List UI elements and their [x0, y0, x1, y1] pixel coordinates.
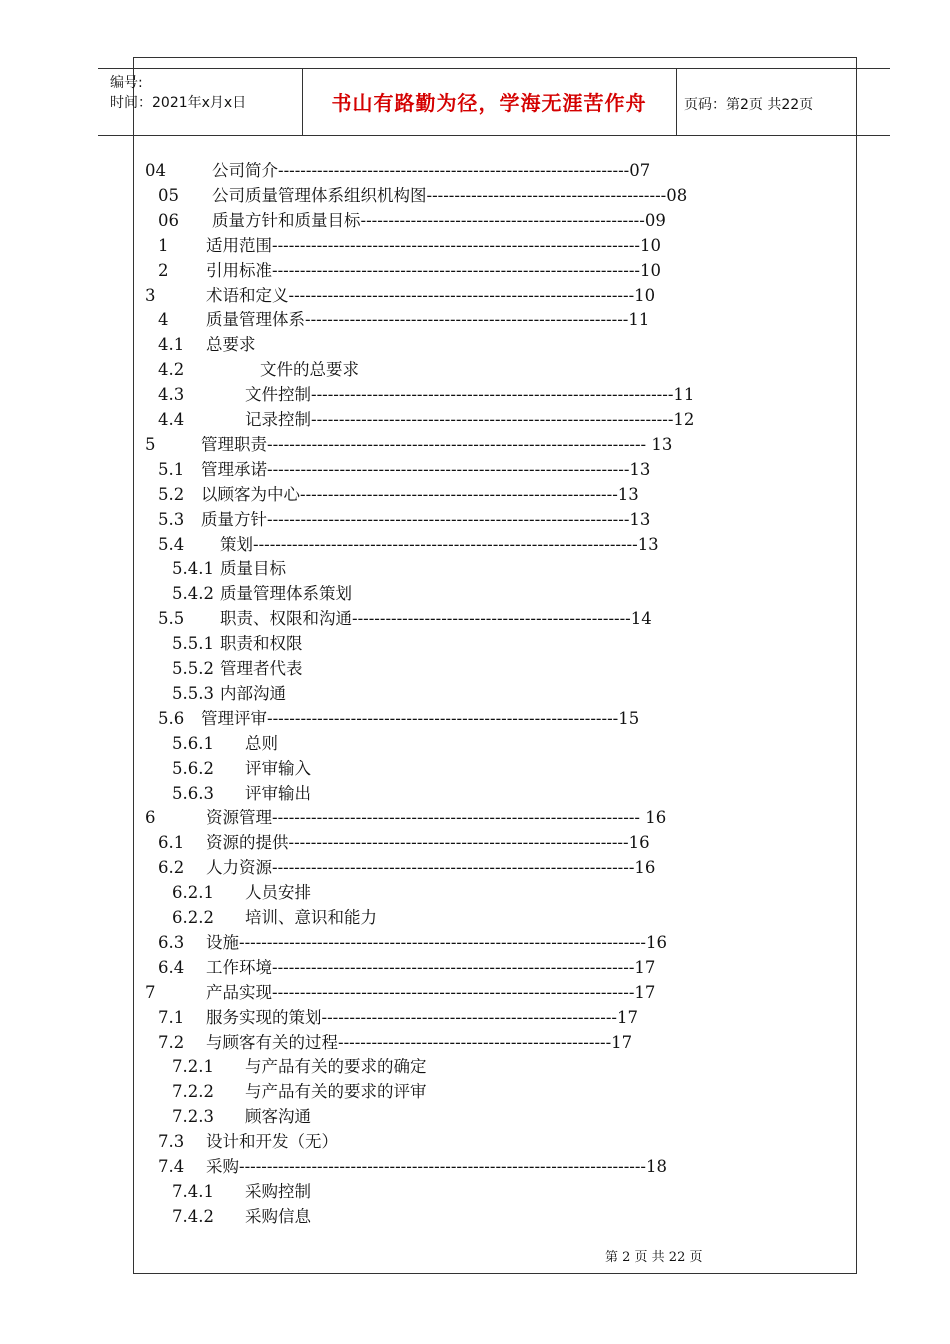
- toc-row-number: 06: [158, 210, 179, 230]
- document-number-label: 编号:: [110, 75, 143, 91]
- toc-row-entry: 记录控制-----------------------------------------------------------------12: [245, 410, 695, 429]
- toc-row-number: 6.2: [158, 858, 185, 878]
- toc-row-entry: 资源的提供-------------------------------------------------------------16: [206, 833, 650, 853]
- toc-row-entry: 职责和权限: [220, 634, 303, 654]
- toc-row-number: 7.4.1: [172, 1181, 214, 1201]
- toc-row-entry: 管理评审---------------------------------------------------------------15: [201, 708, 640, 728]
- toc-row-number: 4.3: [158, 385, 185, 405]
- toc-row-entry: 引用标准------------------------------------------------------------------10: [206, 260, 661, 280]
- toc-row-entry: 公司简介---------------------------------------------------------------07: [212, 161, 651, 180]
- toc-row-entry: 工作环境-----------------------------------------------------------------17: [206, 957, 656, 977]
- document-date-label: 时间：2021年x月x日: [110, 95, 247, 111]
- toc-row-number: 5.4.2: [172, 584, 214, 604]
- toc-row-number: 5.6.2: [172, 758, 214, 778]
- toc-row-entry: 总则: [245, 733, 278, 753]
- toc-row-number: 6.4: [158, 957, 185, 977]
- toc-row-number: 5.4.1: [172, 559, 214, 579]
- toc-row-entry: 策划---------------------------------------------------------------------13: [220, 534, 659, 554]
- toc-row-entry: 产品实现-----------------------------------------------------------------17: [206, 982, 656, 1002]
- toc-row-number: 2: [158, 260, 169, 280]
- toc-row-number: 6.2.2: [172, 908, 214, 927]
- toc-row-number: 6.3: [158, 932, 185, 952]
- toc-row-entry: 顾客沟通: [245, 1107, 311, 1127]
- toc-row-number: 5.6.1: [172, 733, 214, 753]
- header-motto: 书山有路勤为径，学海无涯苦作舟: [331, 91, 647, 115]
- toc-row-number: 5.6: [158, 708, 185, 728]
- toc-row-entry: 评审输出: [245, 783, 311, 803]
- toc-row-entry: 设施-------------------------------------------------------------------------16: [206, 932, 667, 952]
- toc-row-number: 4.1: [158, 335, 185, 355]
- toc-row-number: 05: [158, 185, 179, 205]
- toc-row-number: 5.5.1: [172, 634, 214, 654]
- toc-row-number: 7.1: [158, 1007, 185, 1027]
- toc-row-entry: 服务实现的策划-----------------------------------------------------17: [206, 1007, 638, 1027]
- toc-row-entry: 质量目标: [220, 559, 286, 579]
- toc-row-entry: 设计和开发（无）: [206, 1132, 338, 1152]
- toc-row-number: 5.4: [158, 534, 185, 554]
- toc-row-entry: 文件的总要求: [260, 360, 359, 380]
- toc-row-entry: 人力资源-----------------------------------------------------------------16: [206, 858, 656, 878]
- toc-row-number: 7.4: [158, 1157, 185, 1176]
- toc-row-entry: 与顾客有关的过程-------------------------------------------------17: [206, 1032, 633, 1052]
- toc-row-number: 4: [158, 310, 169, 330]
- toc-row-number: 6.1: [158, 833, 185, 853]
- toc-row-entry: 人员安排: [245, 883, 311, 903]
- toc-row-entry: 公司质量管理体系组织机构图-------------------------------------------08: [212, 185, 688, 205]
- toc-row-number: 5.3: [158, 509, 185, 529]
- toc-row-number: 6.2.1: [172, 883, 214, 903]
- toc-row-entry: 管理承诺-----------------------------------------------------------------13: [201, 459, 651, 479]
- toc-row-entry: 资源管理------------------------------------------------------------------ 16: [206, 808, 667, 828]
- toc-row-entry: 管理职责-------------------------------------------------------------------- 13: [201, 434, 673, 454]
- toc-row-number: 7.2: [158, 1032, 185, 1052]
- toc-row-number: 7.2.3: [172, 1107, 214, 1127]
- toc-row-number: 5.5: [158, 609, 185, 629]
- toc-row-entry: 文件控制-----------------------------------------------------------------11: [245, 385, 695, 405]
- toc-row-number: 5: [145, 434, 156, 454]
- toc-row-number: 4.2: [158, 360, 185, 380]
- toc-row-entry: 总要求: [206, 335, 256, 355]
- toc-row-number: 1: [158, 235, 169, 255]
- toc-row-entry: 职责、权限和沟通--------------------------------------------------14: [220, 609, 652, 629]
- toc-row-entry: 质量方针和质量目标---------------------------------------------------09: [212, 210, 666, 230]
- toc-row-number: 4.4: [158, 410, 185, 429]
- toc-row-entry: 适用范围------------------------------------------------------------------10: [206, 235, 661, 255]
- toc-row-entry: 采购-------------------------------------------------------------------------18: [206, 1157, 667, 1176]
- toc-row-number: 6: [145, 808, 156, 828]
- toc-row-entry: 以顾客为中心---------------------------------------------------------13: [201, 484, 639, 504]
- toc-row-entry: 质量管理体系----------------------------------------------------------11: [206, 310, 650, 330]
- toc-row-number: 5.6.3: [172, 783, 214, 803]
- toc-row-number: 7.3: [158, 1132, 185, 1152]
- toc-row-number: 5.2: [158, 484, 185, 504]
- toc-row-number: 7.4.2: [172, 1206, 214, 1226]
- toc-row-entry: 培训、意识和能力: [245, 908, 377, 927]
- toc-row-number: 5.1: [158, 459, 185, 479]
- toc-row-entry: 评审输入: [245, 758, 311, 778]
- toc-row-number: 3: [145, 285, 156, 305]
- toc-row-entry: 术语和定义--------------------------------------------------------------10: [206, 285, 656, 305]
- toc-row-entry: 内部沟通: [220, 683, 286, 703]
- toc-row-entry: 质量管理体系策划: [220, 584, 352, 604]
- toc-row-number: 04: [145, 161, 166, 180]
- toc-row-entry: 采购信息: [245, 1206, 311, 1226]
- toc-row-entry: 采购控制: [245, 1181, 311, 1201]
- toc-row-entry: 管理者代表: [220, 659, 303, 678]
- toc-row-number: 7.2.2: [172, 1082, 214, 1102]
- toc-row-number: 5.5.3: [172, 683, 214, 703]
- toc-row-entry: 与产品有关的要求的确定: [245, 1057, 427, 1077]
- header-page-info: 页码：第2页 共22页: [684, 97, 814, 113]
- toc-row-entry: 与产品有关的要求的评审: [245, 1082, 427, 1102]
- toc-row-number: 5.5.2: [172, 659, 214, 678]
- toc-row-entry: 质量方针-----------------------------------------------------------------13: [201, 509, 651, 529]
- toc-row-number: 7.2.1: [172, 1057, 214, 1077]
- header-bottom-rule: [98, 135, 890, 136]
- header-divider-right: [676, 68, 677, 135]
- toc-row-number: 7: [145, 982, 156, 1002]
- page-footer: 第 2 页 共 22 页: [605, 1250, 703, 1265]
